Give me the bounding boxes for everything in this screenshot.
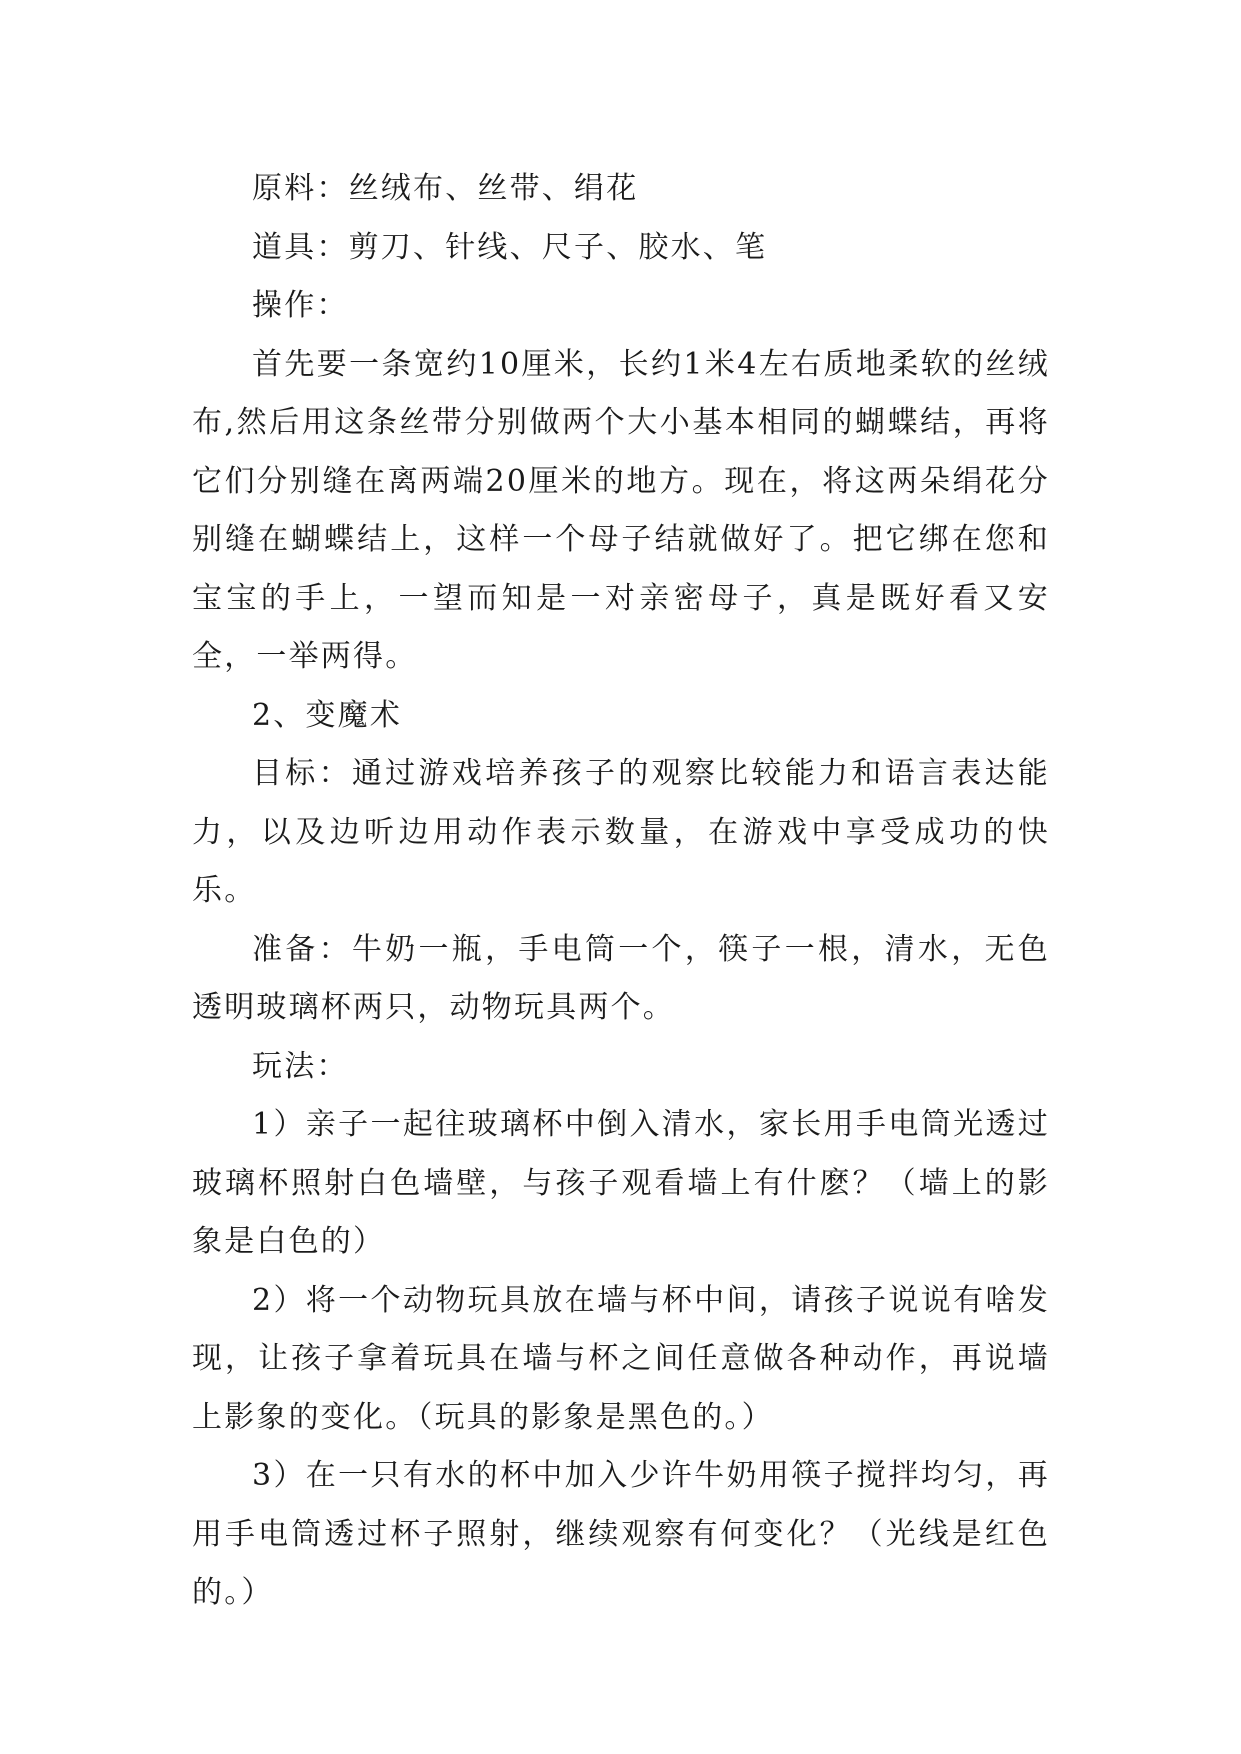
tools-line: 道具：剪刀、针线、尺子、胶水、笔 bbox=[252, 229, 768, 265]
document-body bbox=[192, 160, 1050, 1623]
step-1-paragraph: 1）亲子一起往玻璃杯中倒入清水，家长用手电筒光透过玻璃杯照射白色墙壁，与孩子观看墙上有什麽？（墙上的影象是白色的） bbox=[192, 1107, 1050, 1259]
goal-paragraph: 目标：通过游戏培养孩子的观察比较能力和语言表达能力，以及边听边用动作表示数量，在游戏中享受成功的快乐。 bbox=[192, 756, 1050, 908]
step-3-paragraph: 3）在一只有水的杯中加入少许牛奶用筷子搅拌均匀，再用手电筒透过杯子照射，继续观察有何变化？（光线是红色的。） bbox=[192, 1458, 1050, 1610]
materials-line: 原料：丝绒布、丝带、绢花 bbox=[252, 171, 639, 206]
step-2-paragraph: 2）将一个动物玩具放在墙与杯中间，请孩子说说有啥发现，让孩子拿着玩具在墙与杯之间任意做各种动作，再说墙上影象的变化。（玩具的影象是黑色的。） bbox=[192, 1282, 1050, 1435]
play-method-heading: 玩法： bbox=[252, 1048, 349, 1084]
preparation-paragraph: 准备：牛奶一瓶，手电筒一个，筷子一根，清水，无色透明玻璃杯两只，动物玩具两个。 bbox=[192, 931, 1050, 1025]
operation-paragraph: 首先要一条宽约10厘米，长约1米4左右质地柔软的丝绒布,然后用这条丝带分别做两个大小基本相同的蝴蝶结，再将它们分别缝在离两端20厘米的地方。现在，将这两朵绢花分别缝在蝴蝶结上，这样一个母子结就做好了。把它绑在您和宝宝的手上，一望而知是一对亲密母子，真是既好看又安全，一举两得。 bbox=[192, 346, 1050, 674]
section-heading-magic: 2、变魔术 bbox=[252, 697, 403, 733]
operation-heading: 操作： bbox=[252, 288, 349, 323]
